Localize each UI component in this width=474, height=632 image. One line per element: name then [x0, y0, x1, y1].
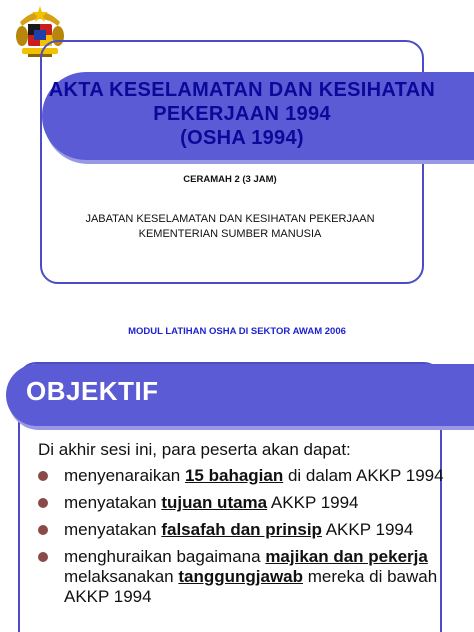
agency-name: JABATAN KESELAMATAN DAN KESIHATAN PEKERJAAN KEMENTERIAN SUMBER MANUSIA — [85, 213, 375, 240]
module-footer: MODUL LATIHAN OSHA DI SEKTOR AWAM 2006 — [128, 326, 346, 337]
objective-slide — [0, 352, 474, 632]
lecture-subtitle: CERAMAH 2 (3 JAM) — [183, 174, 277, 185]
list-item: menyatakan falsafah dan prinsip AKKP 1994 — [38, 520, 458, 540]
list-item: menyenaraikan 15 bahagian di dalam AKKP 1994 — [38, 466, 458, 486]
bullet-icon — [38, 498, 48, 508]
objective-heading: OBJEKTIF — [26, 376, 159, 406]
slide-title: AKTA KESELAMATAN DAN KESIHATAN PEKERJAAN 1994 (OSHA 1994) — [48, 79, 436, 149]
bullet-icon — [38, 525, 48, 535]
list-item: menghuraikan bagaimana majikan dan pekerja melaksanakan tanggungjawab mereka di bawah AKKP 1994 — [38, 547, 458, 607]
bullet-icon — [38, 552, 48, 562]
bullet-icon — [38, 471, 48, 481]
objective-list — [38, 466, 458, 614]
list-item: menyatakan tujuan utama AKKP 1994 — [38, 493, 458, 513]
objective-intro: Di akhir sesi ini, para peserta akan dapat: — [38, 440, 351, 459]
